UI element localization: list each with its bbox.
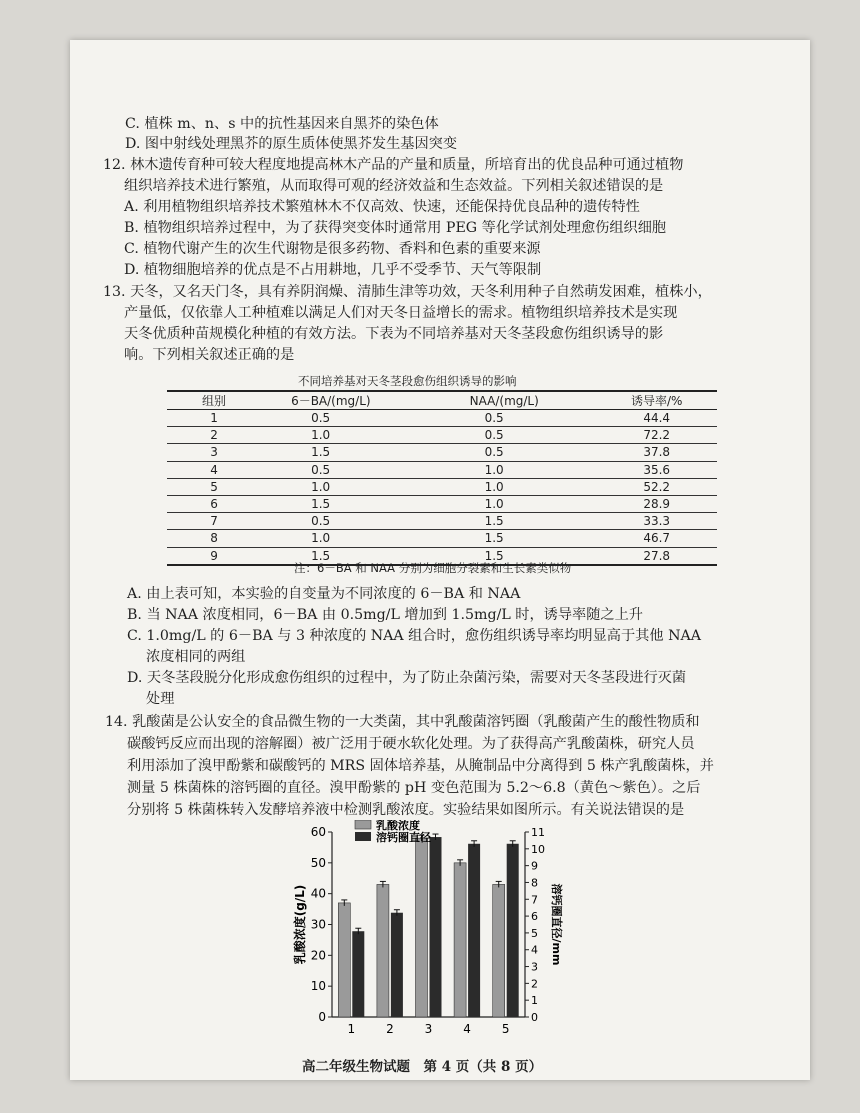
table-header: 诱导率/%: [596, 391, 717, 410]
table-cell: 1.0: [261, 530, 435, 547]
table-cell: 1.5: [435, 530, 597, 547]
table-cell: 8: [167, 530, 261, 547]
y-tick-label: 50: [310, 855, 326, 870]
table-row: [167, 513, 717, 530]
question-14-line-2: 碳酸钙反应而出现的溶解圈）被广泛用于硬水软化处理。为了获得高产乳酸菌株，研究人员: [127, 736, 695, 752]
table-cell: 0.5: [261, 513, 435, 530]
legend-label: 溶钙圈直径: [376, 831, 431, 844]
table-note: 注：6－BA 和 NAA 分别为细胞分裂素和生长素类似物: [294, 561, 572, 575]
x-tick-label: 5: [501, 1022, 510, 1036]
table-cell: 1.0: [435, 478, 597, 495]
bar-lactic-acid: [454, 863, 466, 1017]
table-row: [167, 478, 717, 495]
x-tick-label: 2: [386, 1022, 394, 1036]
table-cell: 33.3: [596, 513, 717, 530]
option-13d-cont: 处理: [146, 691, 175, 707]
y-tick-label: 10: [310, 979, 326, 994]
table-row: [167, 461, 717, 478]
option-11c: C. 植株 m、n、s 中的抗性基因来自黑芥的染色体: [125, 116, 439, 132]
table-cell: 44.4: [596, 410, 717, 427]
table-cell: 1: [167, 410, 261, 427]
table-cell: 0.5: [435, 444, 597, 461]
table-cell: 35.6: [596, 461, 717, 478]
question-13-line-4: 响。下列相关叙述正确的是: [124, 347, 295, 363]
bar-calcium-ring: [430, 837, 442, 1017]
option-13c-cont: 浓度相同的两组: [146, 649, 246, 665]
question-14-line-3: 利用添加了溴甲酚紫和碳酸钙的 MRS 固体培养基，从腌制品中分离得到 5 株产乳酸菌株，并: [127, 758, 714, 774]
y-tick-label: 20: [310, 948, 326, 963]
table-cell: 1.5: [261, 547, 435, 565]
table-cell: 0.5: [435, 410, 597, 427]
x-tick-label: 1: [347, 1022, 356, 1036]
bar-lactic-acid: [377, 884, 389, 1017]
table-cell: 72.2: [596, 427, 717, 444]
question-14-line-4: 测量 5 株菌株的溶钙圈的直径。溴甲酚紫的 pH 变色范围为 5.2～6.8（黄色～紫色）。之后: [127, 780, 701, 796]
option-11d: D. 图中射线处理黑芥的原生质体使黑芥发生基因突变: [125, 136, 458, 152]
y2-tick-label: 3: [531, 960, 538, 974]
induction-table: [167, 390, 717, 566]
legend-swatch-lactic-acid: [355, 820, 371, 829]
y-tick-label: 60: [310, 825, 326, 839]
table-cell: 1.0: [261, 427, 435, 444]
x-tick-label: 4: [463, 1022, 471, 1036]
option-12c: C. 植物代谢产生的次生代谢物是很多药物、香料和色素的重要来源: [124, 241, 541, 257]
option-12a: A. 利用植物组织培养技术繁殖林木不仅高效、快速，还能保持优良品种的遗传特性: [124, 199, 640, 215]
option-13b: B. 当 NAA 浓度相同，6－BA 由 0.5mg/L 增加到 1.5mg/L 时，诱导率随之上升: [127, 607, 643, 623]
legend-label: 乳酸浓度: [376, 820, 420, 832]
question-12-line-1: 12. 林木遗传育种可较大程度地提高林木产品的产量和质量，所培育出的优良品种可通过植物: [103, 157, 684, 173]
table-cell: 7: [167, 513, 261, 530]
table-row: [167, 427, 717, 444]
question-13-line-3: 天冬优质种苗规模化种植的有效方法。下表为不同培养基对天冬茎段愈伤组织诱导的影: [124, 326, 664, 342]
bar-lactic-acid: [338, 903, 350, 1017]
table-cell: 6: [167, 495, 261, 512]
bar-lactic-acid: [493, 884, 505, 1017]
table-row: [167, 444, 717, 461]
question-14-line-1: 14. 乳酸菌是公认安全的食品微生物的一大类菌，其中乳酸菌溶钙圈（乳酸菌产生的酸性物质和: [105, 714, 700, 730]
option-13d: D. 天冬茎段脱分化形成愈伤组织的过程中，为了防止杂菌污染，需要对天冬茎段进行灭菌: [127, 670, 687, 686]
option-13a: A. 由上表可知，本实验的自变量为不同浓度的 6－BA 和 NAA: [127, 586, 521, 602]
table-caption: 不同培养基对天冬茎段愈伤组织诱导的影响: [298, 374, 517, 388]
y2-tick-label: 9: [531, 859, 538, 873]
y2-tick-label: 10: [531, 842, 545, 856]
table-cell: 1.0: [435, 461, 597, 478]
table-cell: 1.0: [261, 478, 435, 495]
table-cell: 37.8: [596, 444, 717, 461]
y-tick-label: 40: [310, 886, 326, 901]
table-row: [167, 530, 717, 547]
table-row: [167, 410, 717, 427]
y2-tick-label: 2: [531, 977, 538, 991]
y-axis-label: 乳酸浓度(g/L): [293, 884, 307, 965]
table-cell: 46.7: [596, 530, 717, 547]
table-cell: 1.5: [261, 495, 435, 512]
table-cell: 9: [167, 547, 261, 565]
table-cell: 0.5: [261, 410, 435, 427]
y2-tick-label: 1: [531, 994, 538, 1008]
option-12b: B. 植物组织培养过程中，为了获得突变体时通常用 PEG 等化学试剂处理愈伤组织细胞: [124, 220, 667, 236]
table-cell: 0.5: [435, 427, 597, 444]
option-12d: D. 植物细胞培养的优点是不占用耕地，几乎不受季节、天气等限制: [124, 262, 542, 278]
y2-axis-label: 溶钙圈直径/mm: [550, 883, 563, 966]
y-tick-label: 30: [310, 917, 326, 932]
question-13-line-2: 产量低，仅依靠人工种植难以满足人们对天冬日益增长的需求。植物组织培养技术是实现: [124, 305, 678, 321]
bar-calcium-ring: [391, 913, 403, 1017]
y2-tick-label: 0: [531, 1011, 538, 1024]
bar-calcium-ring: [507, 844, 519, 1017]
lactic-acid-chart: [290, 820, 580, 1050]
question-13-line-1: 13. 天冬，又名天门冬，具有养阴润燥、清肺生津等功效，天冬利用种子自然萌发困难，植株小，: [103, 284, 712, 300]
bar-lactic-acid: [416, 838, 428, 1017]
table-cell: 4: [167, 461, 261, 478]
table-cell: 0.5: [261, 461, 435, 478]
table-cell: 1.5: [435, 513, 597, 530]
y2-tick-label: 4: [531, 943, 538, 957]
question-14-line-5: 分别将 5 株菌株转入发酵培养液中检测乳酸浓度。实验结果如图所示。有关说法错误的是: [127, 802, 685, 818]
table-cell: 2: [167, 427, 261, 444]
table-cell: 1.5: [435, 547, 597, 565]
y2-tick-label: 8: [531, 876, 538, 890]
table-header: 6－BA/(mg/L): [261, 391, 435, 410]
question-12-line-2: 组织培养技术进行繁殖，从而取得可观的经济效益和生态效益。下列相关叙述错误的是: [124, 178, 664, 194]
table-cell: 5: [167, 478, 261, 495]
y2-tick-label: 6: [531, 910, 538, 924]
legend-swatch-calcium-ring: [355, 832, 371, 841]
y2-tick-label: 11: [531, 826, 545, 839]
table-row: [167, 495, 717, 512]
bar-calcium-ring: [468, 844, 480, 1017]
y2-tick-label: 5: [531, 926, 538, 940]
table-cell: 52.2: [596, 478, 717, 495]
table-cell: 1.0: [435, 495, 597, 512]
x-tick-label: 3: [424, 1022, 433, 1036]
page-footer: 高二年级生物试题 第 4 页（共 8 页）: [302, 1059, 543, 1075]
table-cell: 28.9: [596, 495, 717, 512]
bar-calcium-ring: [352, 931, 364, 1017]
table-cell: 1.5: [261, 444, 435, 461]
table-cell: 3: [167, 444, 261, 461]
table-header: 组别: [167, 391, 261, 410]
table-cell: 27.8: [596, 547, 717, 565]
option-13c: C. 1.0mg/L 的 6－BA 与 3 种浓度的 NAA 组合时，愈伤组织诱导率均明显高于其他 NAA: [127, 628, 701, 644]
y2-tick-label: 7: [531, 893, 538, 907]
table-header: NAA/(mg/L): [435, 391, 597, 410]
y-tick-label: 0: [318, 1010, 326, 1024]
